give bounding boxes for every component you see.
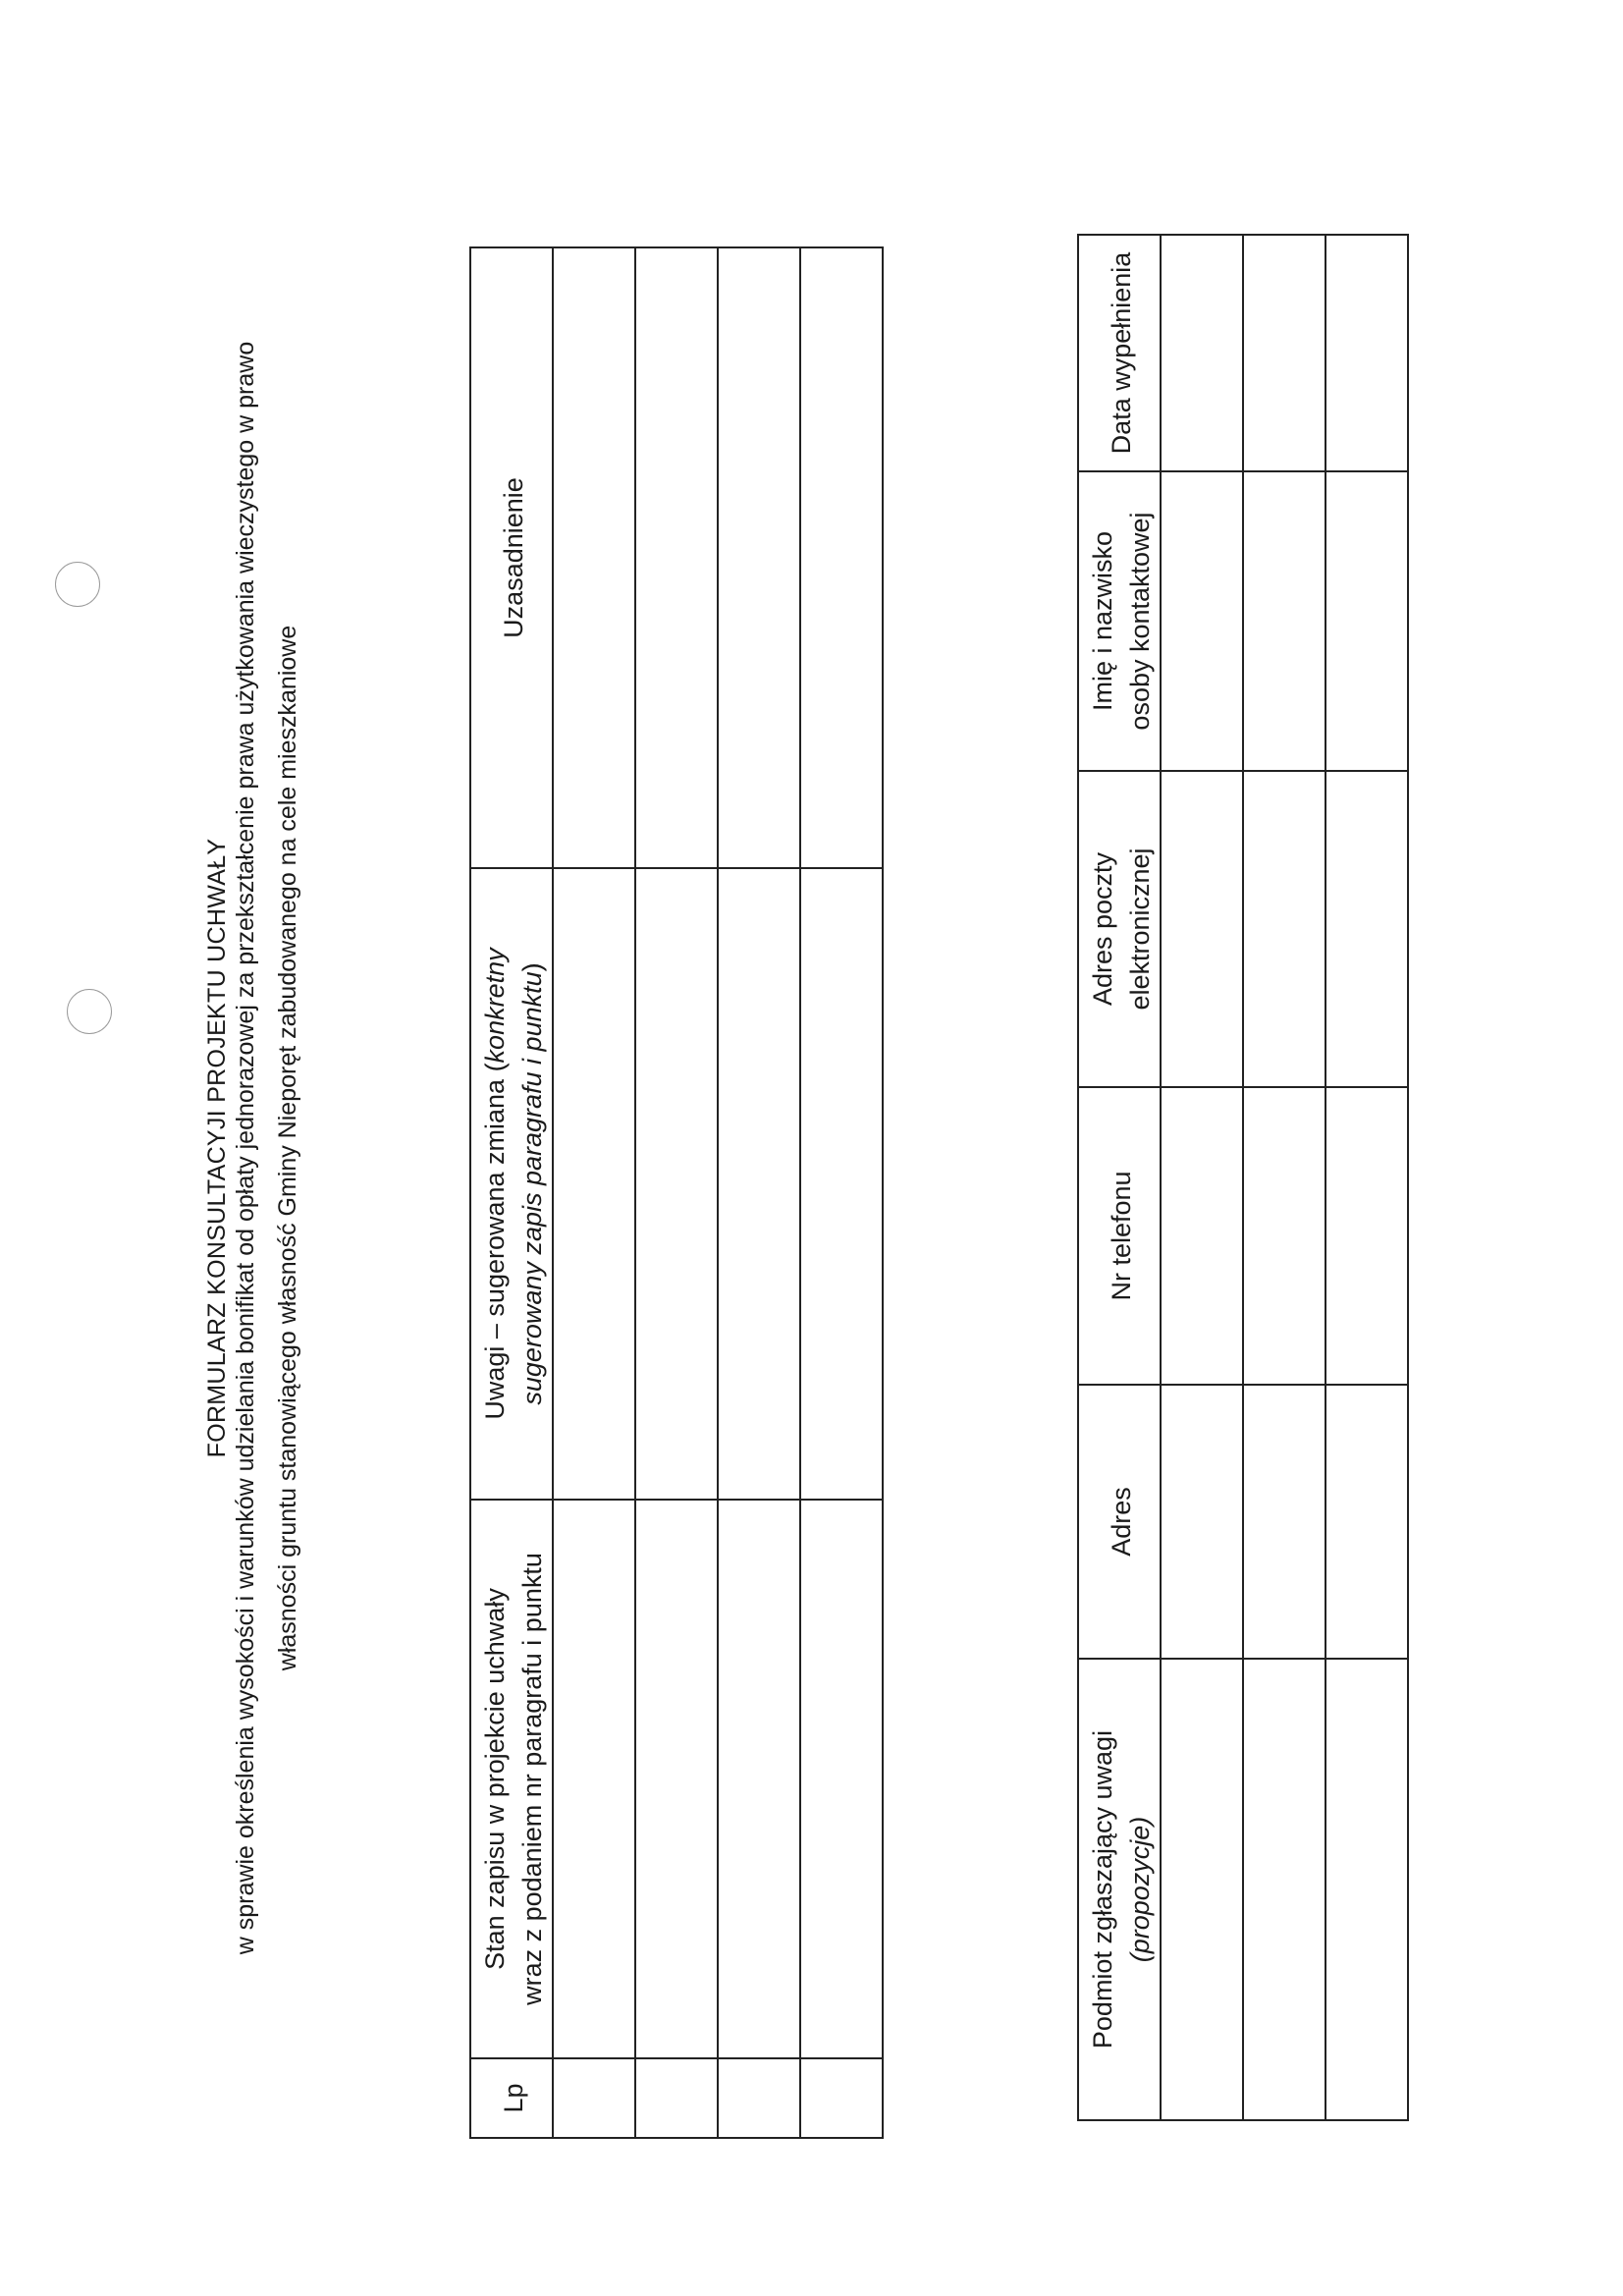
cell[interactable] (800, 1500, 883, 2058)
header-osoba: Imię i nazwisko osoby kontaktowej (1078, 471, 1161, 771)
header-podmiot: Podmiot zgłaszający uwagi (propozycje) (1078, 1659, 1161, 2120)
header-data: Data wypełnienia (1078, 235, 1161, 471)
submitter-table (1077, 234, 1409, 2121)
cell[interactable] (635, 1500, 718, 2058)
cell[interactable] (1161, 471, 1243, 771)
cell[interactable] (1243, 235, 1325, 471)
cell[interactable] (1161, 1659, 1243, 2120)
form-subtitle-line2: własności gruntu stanowiącego własność Gminy Nieporęt zabudowanego na cele mieszkaniowe (274, 625, 301, 1671)
cell[interactable] (718, 247, 800, 868)
table-row (1161, 235, 1243, 2120)
cell[interactable] (800, 868, 883, 1500)
header-email: Adres poczty elektronicznej (1078, 771, 1161, 1087)
cell[interactable] (1325, 771, 1408, 1087)
cell[interactable] (635, 2058, 718, 2138)
cell[interactable] (1243, 1087, 1325, 1385)
form-subtitle-line1: w sprawie określenia wysokości i warunków udzielania bonifikat od opłaty jednorazowej za przekształcenie prawa użytkowania wieczystego w prawo (232, 341, 259, 1955)
cell[interactable] (553, 2058, 635, 2138)
cell[interactable] (1161, 1087, 1243, 1385)
header-uzasadnienie: Uzasadnienie (470, 247, 553, 868)
header-uwagi: Uwagi – sugerowana zmiana (konkretny sugerowany zapis paragrafu i punktu) (470, 868, 553, 1500)
cell[interactable] (1325, 1087, 1408, 1385)
cell[interactable] (553, 868, 635, 1500)
cell[interactable] (553, 1500, 635, 2058)
cell[interactable] (800, 247, 883, 868)
cell[interactable] (1243, 771, 1325, 1087)
table-row (1243, 235, 1325, 2120)
cell[interactable] (718, 2058, 800, 2138)
cell[interactable] (1325, 1385, 1408, 1659)
cell[interactable] (1243, 1659, 1325, 2120)
cell[interactable] (1161, 1385, 1243, 1659)
table-row (800, 247, 883, 2138)
cell[interactable] (553, 247, 635, 868)
header-adres: Adres (1078, 1385, 1161, 1659)
punch-hole-right (55, 562, 100, 607)
table-row (553, 247, 635, 2138)
comments-table (469, 246, 884, 2139)
header-lp: Lp (470, 2058, 553, 2138)
cell[interactable] (1243, 1385, 1325, 1659)
table-row (635, 247, 718, 2138)
form-title: FORMULARZ KONSULTACYJI PROJEKTU UCHWAŁY (203, 838, 231, 1458)
comments-table-header (470, 247, 553, 2138)
cell[interactable] (1325, 1659, 1408, 2120)
submitter-table-header (1078, 235, 1161, 2120)
punch-hole-left (67, 989, 112, 1034)
cell[interactable] (1325, 471, 1408, 771)
cell[interactable] (1325, 235, 1408, 471)
cell[interactable] (718, 1500, 800, 2058)
cell[interactable] (718, 868, 800, 1500)
cell[interactable] (800, 2058, 883, 2138)
cell[interactable] (1243, 471, 1325, 771)
cell[interactable] (1161, 235, 1243, 471)
cell[interactable] (1161, 771, 1243, 1087)
table-row (718, 247, 800, 2138)
cell[interactable] (635, 247, 718, 868)
header-stan-zapisu: Stan zapisu w projekcie uchwały wraz z podaniem nr paragrafu i punktu (470, 1500, 553, 2058)
table-row (1325, 235, 1408, 2120)
cell[interactable] (635, 868, 718, 1500)
header-telefon: Nr telefonu (1078, 1087, 1161, 1385)
